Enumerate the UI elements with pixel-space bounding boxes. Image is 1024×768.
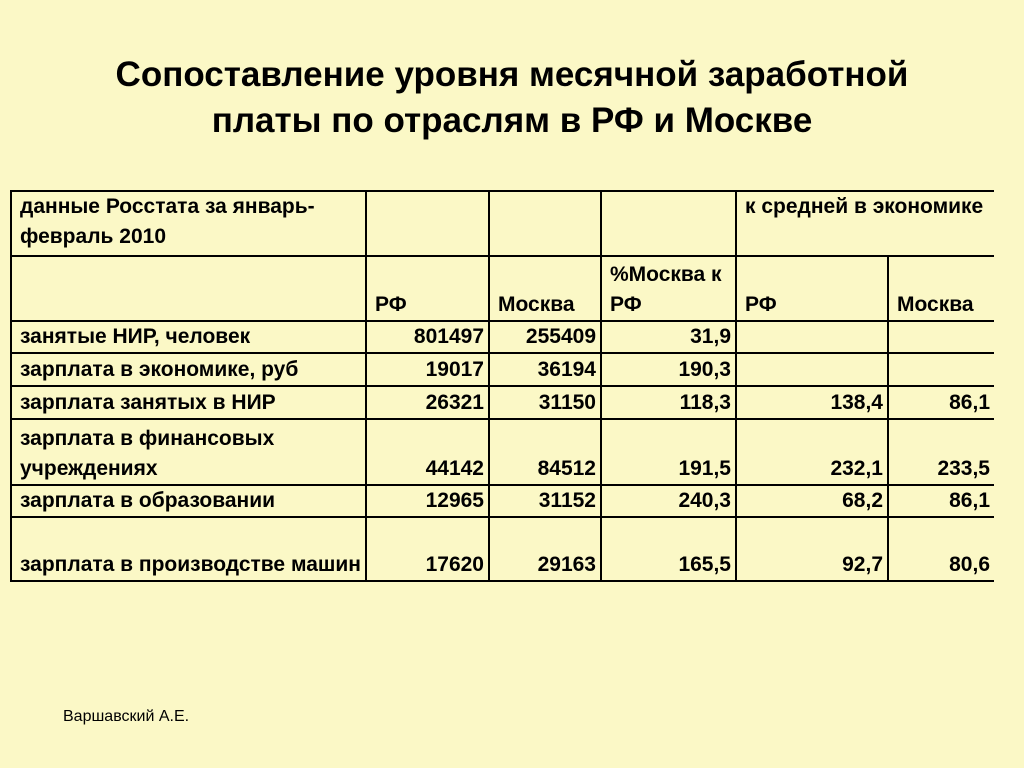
cell-avg-moscow: 86,1 [888,386,994,419]
row-label: зарплата в финансовых учреждениях [11,419,366,485]
cell-avg-rf: 68,2 [736,485,888,517]
cell-moscow: 31150 [489,386,601,419]
row-label: занятые НИР, человек [11,321,366,353]
cell-rf: 19017 [366,353,489,386]
header-col-avg-moscow: Москва [888,256,994,321]
cell-avg-moscow [888,353,994,386]
cell-pct: 190,3 [601,353,736,386]
cell-avg-moscow: 80,6 [888,517,994,581]
header-col-avg-rf: РФ [736,256,888,321]
cell-pct: 31,9 [601,321,736,353]
author-footer: Варшавский А.Е. [63,708,190,725]
cell-avg-moscow: 86,1 [888,485,994,517]
row-label: зарплата в экономике, руб [11,353,366,386]
table-row [11,353,994,386]
table-row [11,485,994,517]
header-empty-cell [11,256,366,321]
salary-table [10,190,994,582]
table-row [11,517,994,581]
row-label: зарплата занятых в НИР [11,386,366,419]
cell-pct: 165,5 [601,517,736,581]
header-col-pct: %Москва к РФ [601,256,736,321]
cell-avg-moscow [888,321,994,353]
header-empty-cell [601,191,736,256]
header-empty-cell [489,191,601,256]
header-col-rf: РФ [366,256,489,321]
cell-avg-rf: 92,7 [736,517,888,581]
cell-pct: 191,5 [601,419,736,485]
cell-moscow: 29163 [489,517,601,581]
table-row [11,321,994,353]
cell-avg-rf: 138,4 [736,386,888,419]
title-line-2: платы по отраслям в РФ и Москве [211,101,813,140]
cell-moscow: 255409 [489,321,601,353]
table-row [11,386,994,419]
cell-pct: 240,3 [601,485,736,517]
cell-rf: 12965 [366,485,489,517]
header-col-moscow: Москва [489,256,601,321]
cell-moscow: 84512 [489,419,601,485]
page-title [0,52,1024,144]
header-source-label: данные Росстата за январь-февраль 2010 [11,191,366,256]
cell-avg-rf [736,353,888,386]
cell-rf: 44142 [366,419,489,485]
cell-avg-rf: 232,1 [736,419,888,485]
cell-pct: 118,3 [601,386,736,419]
row-label: зарплата в производстве машин [11,517,366,581]
cell-rf: 17620 [366,517,489,581]
header-row-1 [11,191,994,256]
row-label: зарплата в образовании [11,485,366,517]
header-empty-cell [366,191,489,256]
title-line-1: Сопоставление уровня месячной заработной [115,55,909,94]
cell-avg-moscow: 233,5 [888,419,994,485]
table-row [11,419,994,485]
cell-moscow: 31152 [489,485,601,517]
cell-rf: 801497 [366,321,489,353]
cell-moscow: 36194 [489,353,601,386]
header-row-2 [11,256,994,321]
cell-avg-rf [736,321,888,353]
header-group-label: к средней в экономике [736,191,994,256]
cell-rf: 26321 [366,386,489,419]
